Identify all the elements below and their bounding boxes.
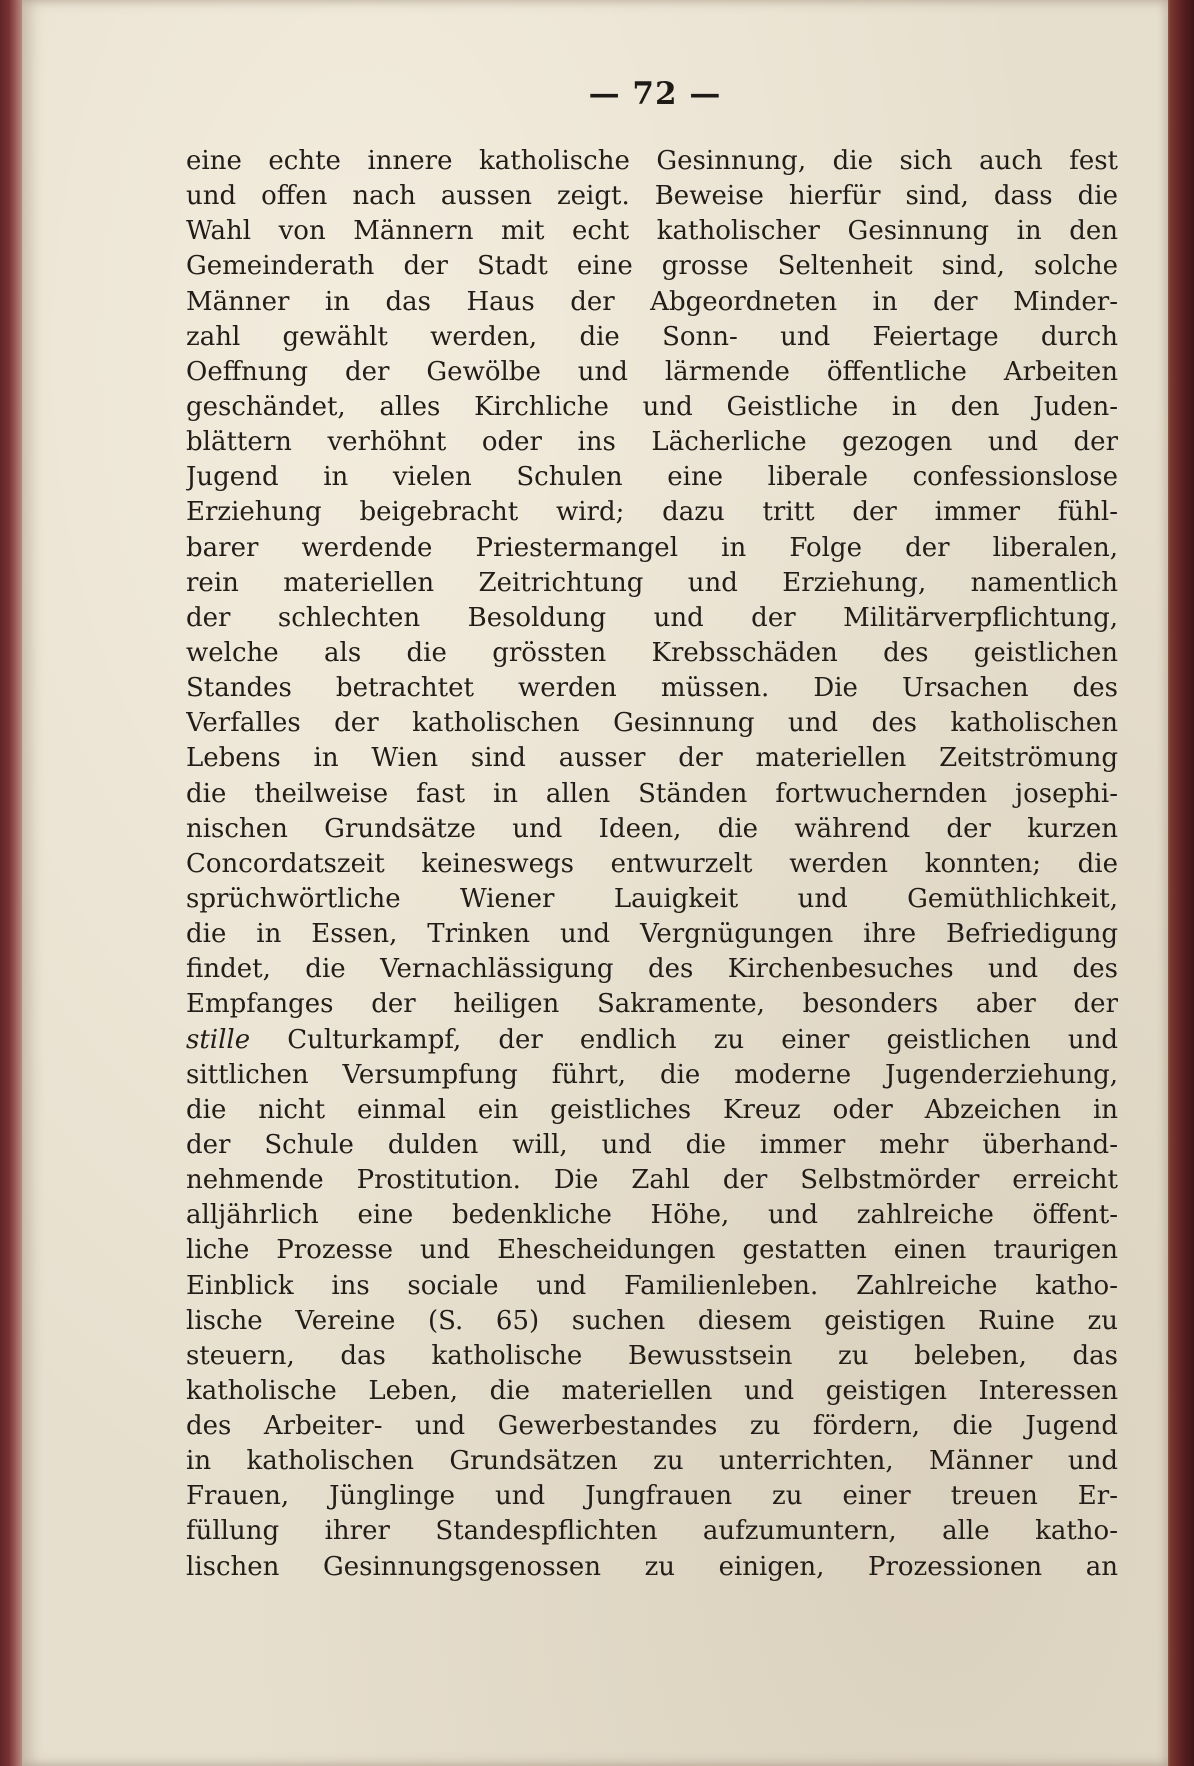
text-line: Lebens in Wien sind ausser der materiellen Zeitströmung	[186, 743, 1118, 774]
text-line: und offen nach aussen zeigt. Beweise hierfür sind, dass die	[186, 181, 1118, 212]
text-line: die nicht einmal ein geistliches Kreuz oder Abzeichen in	[186, 1094, 1118, 1125]
text-line: nischen Grundsätze und Ideen, die während der kurzen	[186, 813, 1118, 844]
text-line: Männer in das Haus der Abgeordneten in der Minder-	[186, 286, 1118, 317]
text-line: die in Essen, Trinken und Vergnügungen ihre Befriedigung	[186, 919, 1118, 950]
page-number: — 72 —	[588, 76, 722, 112]
text-line: barer werdende Priestermangel in Folge der liberalen,	[186, 532, 1118, 563]
text-line: alljährlich eine bedenkliche Höhe, und zahlreiche öffent-	[186, 1200, 1118, 1231]
text-line: der Schule dulden will, und die immer mehr überhand-	[186, 1129, 1118, 1160]
text-line: steuern, das katholische Bewusstsein zu beleben, das	[186, 1340, 1118, 1371]
text-line: liche Prozesse und Ehescheidungen gestatten einen traurigen	[186, 1235, 1118, 1266]
text-line: katholische Leben, die materiellen und geistigen Interessen	[186, 1375, 1118, 1406]
text-line: sprüchwörtliche Wiener Lauigkeit und Gemüthlichkeit,	[186, 883, 1118, 914]
text-line: Frauen, Jünglinge und Jungfrauen zu einer treuen Er-	[186, 1481, 1118, 1512]
text-line-rest: Culturkampf, der endlich zu einer geistlichen und	[250, 1024, 1118, 1055]
text-line: Jugend in vielen Schulen eine liberale confessionslose	[186, 462, 1118, 493]
text-line: Erziehung beigebracht wird; dazu tritt der immer fühl-	[186, 497, 1118, 528]
text-line: lische Vereine (S. 65) suchen diesem geistigen Ruine zu	[186, 1305, 1118, 1336]
text-line: eine echte innere katholische Gesinnung, die sich auch fest	[186, 146, 1118, 176]
text-line: geschändet, alles Kirchliche und Geistliche in den Juden-	[186, 391, 1118, 422]
text-line: des Arbeiter- und Gewerbestandes zu fördern, die Jugend	[186, 1411, 1118, 1442]
text-line: lischen Gesinnungsgenossen zu einigen, Prozessionen an	[186, 1551, 1118, 1582]
text-line: der schlechten Besoldung und der Militärverpflichtung,	[186, 602, 1118, 633]
text-line: in katholischen Grundsätzen zu unterrichten, Männer und	[186, 1446, 1118, 1477]
page-edge	[1164, 0, 1194, 1766]
text-line: welche als die grössten Krebsschäden des geistlichen	[186, 637, 1118, 668]
text-line: zahl gewählt werden, die Sonn- und Feiertage durch	[186, 321, 1118, 352]
book-page	[22, 0, 1168, 1766]
text-line: füllung ihrer Standespflichten aufzumuntern, alle katho-	[186, 1516, 1118, 1547]
body-text	[186, 144, 1118, 1585]
text-line: rein materiellen Zeitrichtung und Erziehung, namentlich	[186, 567, 1118, 598]
text-line: die theilweise fast in allen Ständen fortwuchernden josephi-	[186, 778, 1118, 809]
text-line: Gemeinderath der Stadt eine grosse Seltenheit sind, solche	[186, 251, 1118, 282]
text-line: nehmende Prostitution. Die Zahl der Selbstmörder erreicht	[186, 1165, 1118, 1196]
text-line: Wahl von Männern mit echt katholischer Gesinnung in den	[186, 216, 1118, 247]
text-line: findet, die Vernachlässigung des Kirchenbesuches und des	[186, 954, 1118, 985]
text-line: blättern verhöhnt oder ins Lächerliche gezogen und der	[186, 427, 1118, 458]
text-line-emphasis	[186, 1023, 1118, 1058]
text-line: Verfalles der katholischen Gesinnung und des katholischen	[186, 708, 1118, 739]
text-line: Concordatszeit keineswegs entwurzelt werden konnten; die	[186, 848, 1118, 879]
text-line: Oeffnung der Gewölbe und lärmende öffentliche Arbeiten	[186, 356, 1118, 387]
text-line: Standes betrachtet werden müssen. Die Ursachen des	[186, 673, 1118, 704]
text-line: Einblick ins sociale und Familienleben. Zahlreiche katho-	[186, 1270, 1118, 1301]
emphasized-word: stille	[186, 1024, 251, 1055]
text-line: sittlichen Versumpfung führt, die moderne Jugenderziehung,	[186, 1059, 1118, 1090]
text-line: Empfanges der heiligen Sakramente, besonders aber der	[186, 989, 1118, 1020]
